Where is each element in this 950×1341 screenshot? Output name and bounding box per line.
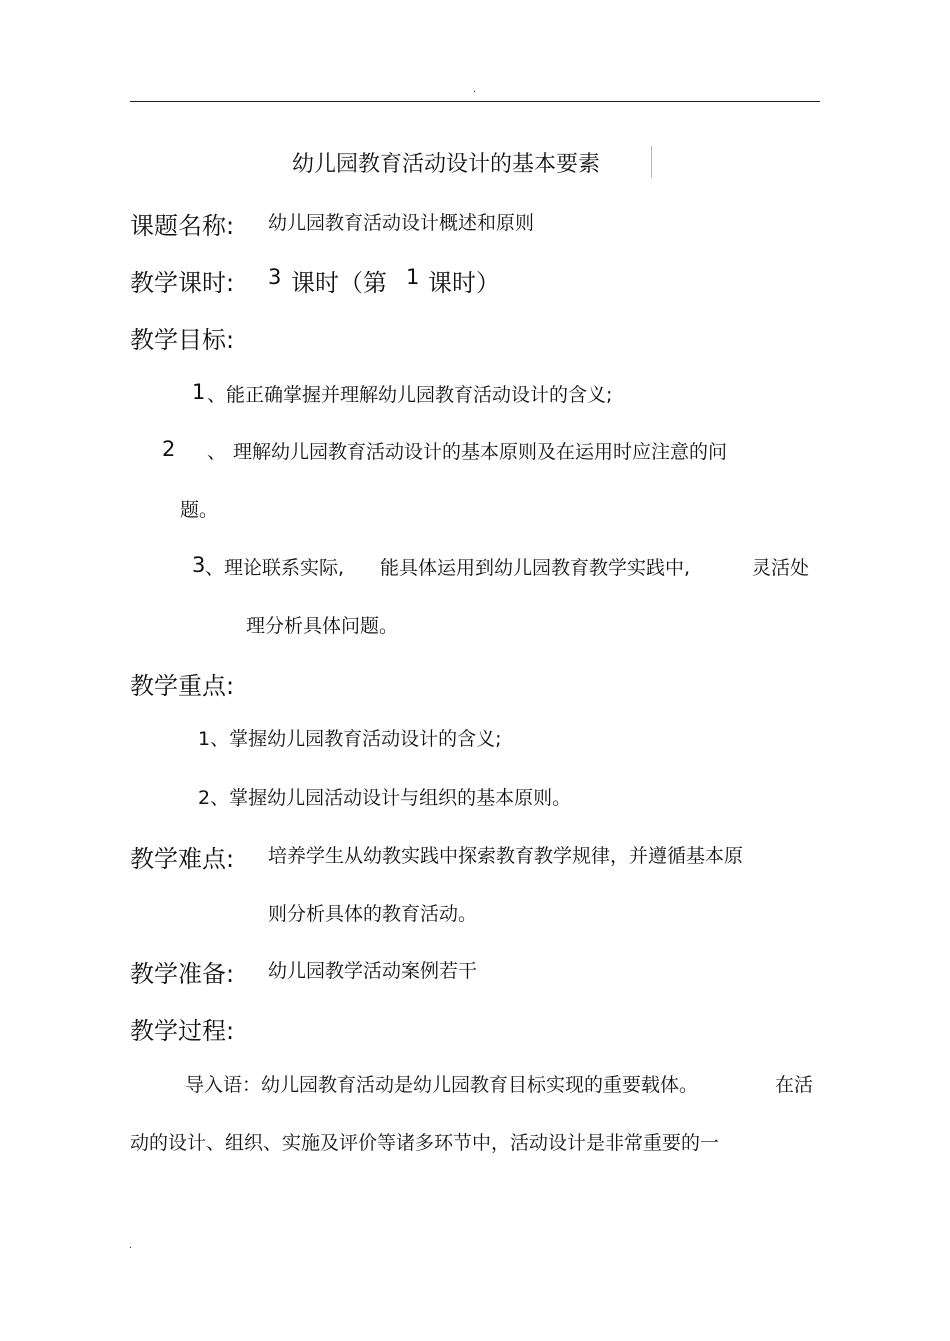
process-label: 教学过程: [130, 1017, 235, 1045]
course-name-value: 幼儿园教育活动设计概述和原则 [268, 212, 535, 234]
goal-3-num: 3 [192, 553, 206, 577]
hours-n1: 3 [268, 265, 282, 289]
key-points-label: 教学重点: [130, 672, 235, 700]
hours-t1: 课时（第 [291, 269, 387, 297]
goal-3-cont: 理分析具体问题。 [246, 615, 399, 637]
header-rule [130, 101, 820, 102]
goal-2-sep: 、 [207, 441, 227, 463]
preparation-value: 幼儿园教学活动案例若干 [268, 960, 478, 982]
goals-label: 教学目标: [130, 326, 235, 354]
difficulties-line2: 则分析具体的教育活动。 [268, 903, 478, 925]
goal-3-text-a: 、理论联系实际, [205, 557, 345, 579]
key-point-item: 2、掌握幼儿园活动设计与组织的基本原则。 [198, 787, 572, 809]
goal-1-num: 1 [192, 380, 206, 404]
goal-3-text-c: 灵活处 [752, 557, 810, 579]
preparation-label: 教学准备: [130, 960, 235, 988]
key-point-item: 1、掌握幼儿园教育活动设计的含义; [198, 728, 502, 750]
hours-t2: 课时） [428, 269, 500, 297]
goal-2-num: 2 [162, 437, 176, 461]
header-mark: . [473, 84, 477, 95]
process-intro-a: 导入语：幼儿园教育活动是幼儿园教育目标实现的重要载体。 [185, 1074, 699, 1096]
hours-n2: 1 [406, 265, 420, 289]
hours-label: 教学课时: [130, 269, 235, 297]
course-name-label: 课题名称: [130, 212, 235, 240]
title-mark [651, 146, 652, 178]
footer-mark: . [129, 1240, 133, 1251]
goal-3-text-b: 能具体运用到幼儿园教育教学实践中, [380, 557, 691, 579]
difficulties-label: 教学难点: [130, 845, 235, 873]
process-intro-b: 在活 [775, 1074, 814, 1096]
process-line2: 动的设计、组织、实施及评价等诸多环节中，活动设计是非常重要的一 [130, 1132, 720, 1154]
goal-1-text: 、能正确掌握并理解幼儿园教育活动设计的含义; [207, 384, 613, 406]
goal-2-cont: 题。 [180, 499, 219, 521]
difficulties-line1: 培养学生从幼教实践中探索教育教学规律，并遵循基本原 [268, 845, 744, 867]
goal-2-text: 理解幼儿园教育活动设计的基本原则及在运用时应注意的问 [233, 441, 728, 463]
page-title: 幼儿园教育活动设计的基本要素 [292, 152, 601, 177]
